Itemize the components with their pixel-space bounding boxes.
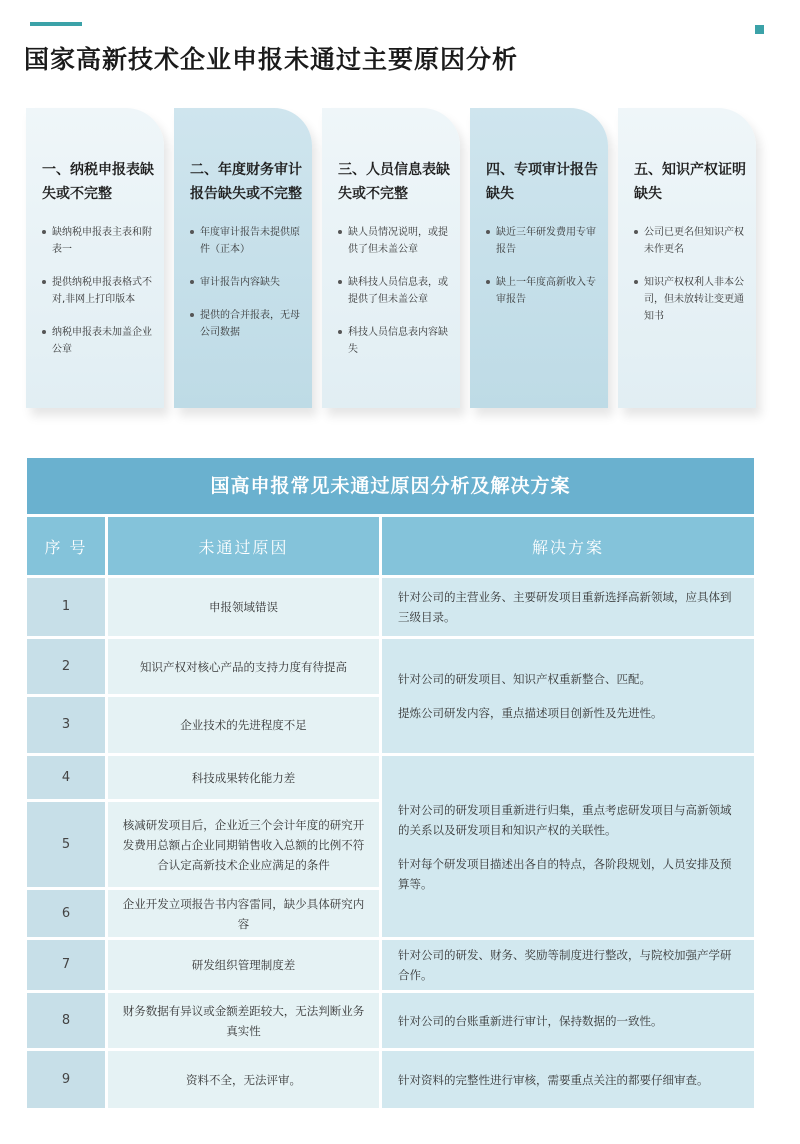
card-tax-return [26, 108, 164, 408]
solution-cell [382, 756, 754, 937]
card-item: 提供纳税申报表格式不对,非网上打印版本 [42, 274, 156, 308]
card-item: 科技人员信息表内容缺失 [338, 324, 452, 358]
card-personnel-info [322, 108, 460, 408]
solution-text: 针对公司的研发项目、知识产权重新整合、匹配。 [398, 672, 651, 686]
card-item: 缺科技人员信息表，或提供了但未盖公章 [338, 274, 452, 308]
row-reason: 企业开发立项报告书内容雷同，缺少具体研究内容 [108, 890, 379, 937]
table-body [27, 578, 754, 1108]
card-item: 缺近三年研发费用专审报告 [486, 224, 600, 258]
column-header-solution: 解决方案 [382, 517, 754, 575]
row-number: 3 [27, 697, 105, 753]
card-item: 公司已更名但知识产权未作更名 [634, 224, 748, 258]
page-title: 国家高新技术企业申报未通过主要原因分析 [24, 45, 519, 74]
row-number: 6 [27, 890, 105, 937]
table-title: 国高申报常见未通过原因分析及解决方案 [27, 458, 754, 514]
card-item: 知识产权权利人非本公司，但未放转让变更通知书 [634, 274, 748, 325]
reason-cards [26, 108, 766, 418]
row-reason: 核减研发项目后，企业近三个会计年度的研究开发费用总额占企业同期销售收入总额的比例不符合认定高新技术企业应满足的条件 [108, 802, 379, 887]
solution-cell [382, 578, 754, 636]
row-reason: 资料不全，无法评审。 [108, 1051, 379, 1108]
solution-text: 提炼公司研发内容，重点描述项目创新性及先进性。 [398, 706, 663, 720]
card-title: 一、纳税申报表缺失或不完整 [42, 162, 154, 202]
card-item: 缺上一年度高新收入专审报告 [486, 274, 600, 308]
solution-cell [382, 940, 754, 990]
card-item: 纳税申报表未加盖企业公章 [42, 324, 156, 358]
solution-text: 针对资料的完整性进行审核，需要重点关注的都要仔细审查。 [398, 1072, 709, 1087]
card-item: 审计报告内容缺失 [190, 274, 304, 291]
solution-text: 针对公司的主营业务、主要研发项目重新选择高新领域，应具体到三级目录。 [398, 590, 732, 624]
row-number: 9 [27, 1051, 105, 1108]
row-reason: 财务数据有异议或金额差距较大，无法判断业务真实性 [108, 993, 379, 1048]
row-number: 1 [27, 578, 105, 636]
card-audit-report [174, 108, 312, 408]
row-reason: 研发组织管理制度差 [108, 940, 379, 990]
card-title: 五、知识产权证明缺失 [634, 162, 746, 202]
solution-text: 针对每个研发项目描述出各自的特点，各阶段规划，人员安排及预算等。 [398, 856, 732, 891]
row-number: 5 [27, 802, 105, 887]
solution-text: 针对公司的研发项目重新进行归集，重点考虑研发项目与高新领域的关系以及研发项目和知识产权的关联性。 [398, 802, 732, 837]
column-header-reason: 未通过原因 [108, 517, 379, 575]
row-number: 4 [27, 756, 105, 799]
card-item: 缺纳税申报表主表和附表一 [42, 224, 156, 258]
row-number: 2 [27, 639, 105, 694]
title-accent-line [30, 22, 82, 26]
row-reason: 科技成果转化能力差 [108, 756, 379, 799]
card-ip-proof [618, 108, 756, 408]
row-number: 7 [27, 940, 105, 990]
card-title: 三、人员信息表缺失或不完整 [338, 162, 450, 202]
solution-cell [382, 1051, 754, 1108]
card-item: 年度审计报告未提供原件（正本） [190, 224, 304, 258]
row-number: 8 [27, 993, 105, 1048]
card-title: 四、专项审计报告缺失 [486, 162, 598, 202]
corner-marker [755, 25, 764, 34]
card-item: 提供的合并报表，无母公司数据 [190, 307, 304, 341]
solutions-table [27, 458, 754, 1108]
column-header-number: 序 号 [27, 517, 105, 575]
card-special-audit [470, 108, 608, 408]
solution-cell [382, 639, 754, 753]
card-title: 二、年度财务审计报告缺失或不完整 [190, 162, 302, 202]
solution-text: 针对公司的研发、财务、奖励等制度进行整改，与院校加强产学研合作。 [398, 948, 732, 982]
row-reason: 企业技术的先进程度不足 [108, 697, 379, 753]
solution-cell [382, 993, 754, 1048]
card-item: 缺人员情况说明，或提供了但未盖公章 [338, 224, 452, 258]
solution-text: 针对公司的台账重新进行审计，保持数据的一致性。 [398, 1013, 663, 1028]
table-column-headers [27, 517, 754, 575]
row-reason: 知识产权对核心产品的支持力度有待提高 [108, 639, 379, 694]
row-reason: 申报领域错误 [108, 578, 379, 636]
